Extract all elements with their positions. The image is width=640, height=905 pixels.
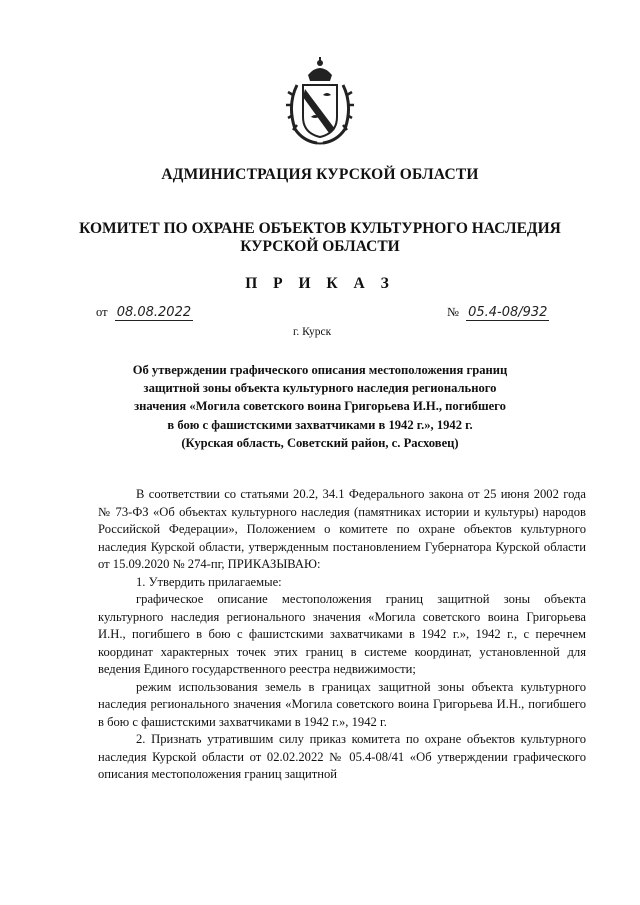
document-type: П Р И К А З	[245, 275, 395, 292]
committee-title-line2: КУРСКОЙ ОБЛАСТИ	[240, 238, 400, 255]
body-paragraph: 1. Утвердить прилагаемые:	[136, 574, 282, 589]
subject-line: Об утверждении графического описания местоположения границ	[132, 363, 508, 377]
subject-line: значения «Могила советского воина Григорьева И.Н., погибшего	[134, 399, 506, 414]
number-prefix: №	[447, 305, 459, 319]
date-row	[96, 305, 193, 321]
committee-title	[60, 220, 580, 256]
order-subject	[100, 361, 540, 452]
body-paragraph: режим использования земель в границах защитной зоны объекта культурного наследия регионального значения «Могила советского воина Григорьева И.Н., погибшего в бою с фашистскими захватчиками в 1942 г.», 1942 г.	[98, 679, 586, 729]
date-prefix: от	[96, 305, 108, 319]
order-body	[98, 486, 586, 784]
subject-line: в бою с фашистскими захватчиками в 1942 г.», 1942 г.	[167, 417, 473, 432]
number-value: 05.4-08/932	[468, 305, 548, 320]
subject-line: (Курская область, Советский район, с. Расховец)	[181, 435, 459, 450]
committee-title-line1: КОМИТЕТ ПО ОХРАНЕ ОБЪЕКТОВ КУЛЬТУРНОГО НАСЛЕДИЯ	[79, 220, 561, 237]
coat-of-arms-emblem	[283, 55, 357, 147]
administration-title: АДМИНИСТРАЦИЯ КУРСКОЙ ОБЛАСТИ	[161, 166, 479, 183]
number-row	[447, 305, 549, 321]
subject-line: защитной зоны объекта культурного наследия регионального	[143, 381, 497, 396]
body-paragraph: В соответствии со статьями 20.2, 34.1 Федерального закона от 25 июня 2002 года № 73-ФЗ «Об объектах культурного наследия (памятниках истории и культуры) народов Российской Федерации», Положением о комитете по охране объектов культурного наследия Курской области, утвержденным постановлением Губернатора Курской области от 15.09.2020 № 274-пг, ПРИКАЗЫВАЮ:	[98, 487, 586, 571]
body-paragraph: графическое описание местоположения границ защитной зоны объекта культурного наследия регионального значения «Могила советского воина Григорьева И.Н., погибшего в бою с фашистскими захватчиками в 1942 г.», 1942 г., с перечнем координат характерных точек этих границ в системе координат, установленной для ведения Единого государственного реестра недвижимости;	[98, 592, 586, 676]
body-paragraph: 2. Признать утратившим силу приказ комитета по охране объектов культурного наследия Курской области от 02.02.2022 № 05.4-08/41 «Об утверждении графического описания местоположения границ защитной	[98, 732, 586, 781]
city-label: г. Курск	[293, 326, 332, 338]
date-value: 08.08.2022	[116, 305, 192, 320]
